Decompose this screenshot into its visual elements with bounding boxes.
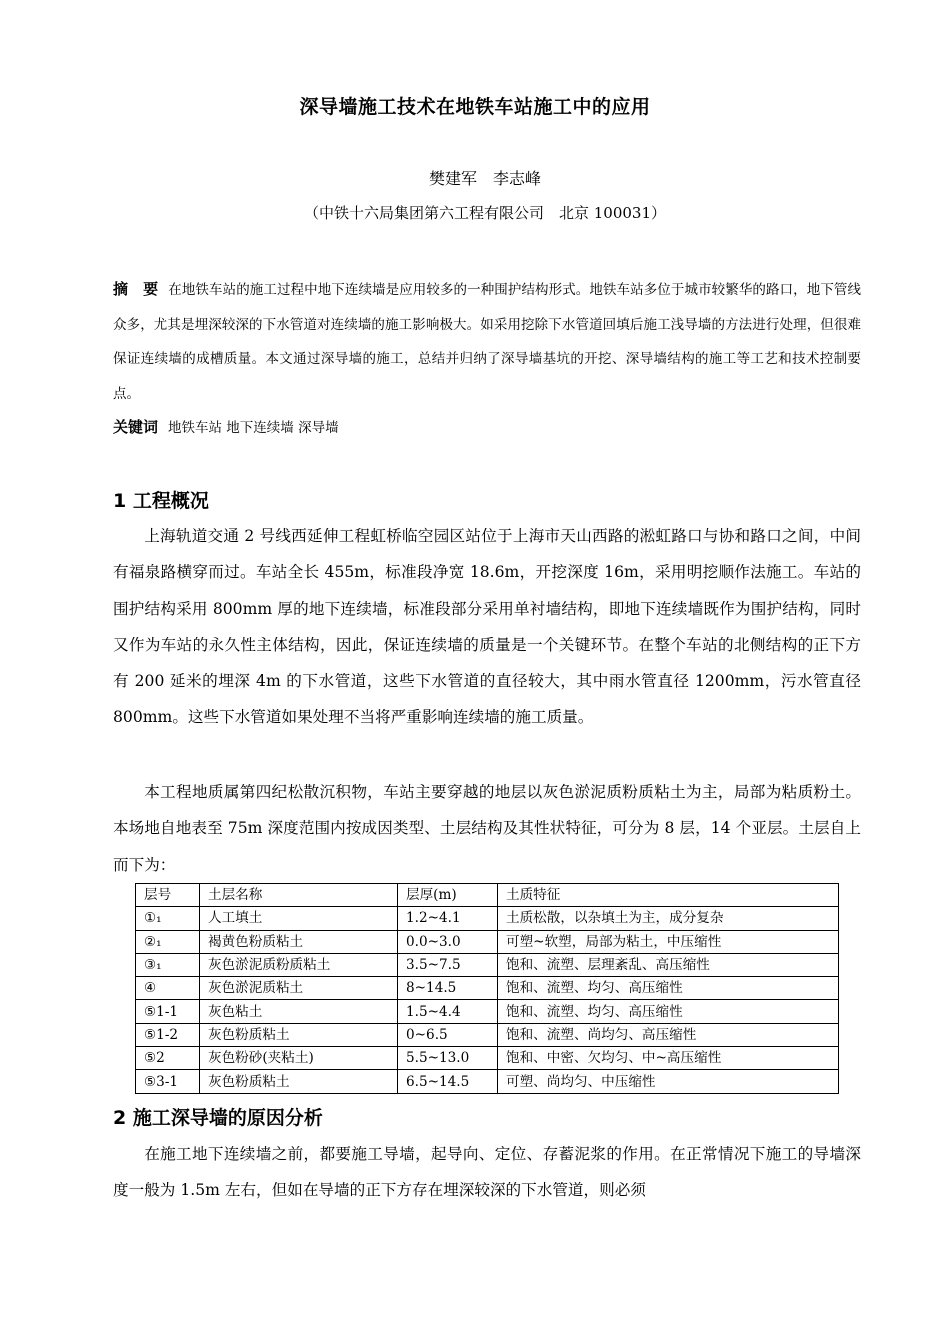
cell-layer-no: ③₁: [136, 953, 200, 976]
cell-layer-thickness: 1.2~4.1: [398, 907, 498, 930]
section-1-paragraph-2: 本工程地质属第四纪松散沉积物，车站主要穿越的地层以灰色淤泥质粉质粘土为主，局部为粘质粉土。本场地自地表至 75m 深度范围内按成因类型、土层结构及其性状特征，可分为 8 层，14 个亚层。土层自上而下为：: [113, 783, 861, 874]
table-row: [136, 1047, 839, 1070]
cell-layer-thickness: 5.5~13.0: [398, 1047, 498, 1070]
cell-layer-name: 灰色淤泥质粉质粘土: [200, 953, 398, 976]
cell-soil-properties: 饱和、流塑、均匀、高压缩性: [498, 977, 839, 1000]
table-row: [136, 907, 839, 930]
cell-layer-no: ④: [136, 977, 200, 1000]
table-header-row: [136, 884, 839, 907]
abstract-label: 摘 要: [113, 280, 159, 298]
keywords-label: 关键词: [113, 418, 159, 436]
cell-soil-properties: 可塑、尚均匀、中压缩性: [498, 1070, 839, 1093]
cell-layer-name: 褐黄色粉质粘土: [200, 930, 398, 953]
cell-layer-no: ⑤1-2: [136, 1023, 200, 1046]
section-1-heading: 1 工程概况: [113, 490, 209, 512]
abstract-block: [113, 272, 861, 411]
cell-layer-no: ⑤2: [136, 1047, 200, 1070]
table-row: [136, 1023, 839, 1046]
table-row: [136, 930, 839, 953]
cell-soil-properties: 饱和、流塑、均匀、高压缩性: [498, 1000, 839, 1023]
cell-layer-name: 人工填土: [200, 907, 398, 930]
abstract-text: 在地铁车站的施工过程中地下连续墙是应用较多的一种围护结构形式。地铁车站多位于城市较繁华的路口，地下管线众多，尤其是埋深较深的下水管道对连续墙的施工影响极大。如采用挖除下水管道回填后施工浅导墙的方法进行处理，但很难保证连续墙的成槽质量。本文通过深导墙的施工，总结并归纳了深导墙基坑的开挖、深导墙结构的施工等工艺和技术控制要点。: [113, 282, 861, 402]
cell-layer-name: 灰色淤泥质粘土: [200, 977, 398, 1000]
cell-layer-name: 灰色粉质粘土: [200, 1070, 398, 1093]
cell-soil-properties: 饱和、中密、欠均匀、中~高压缩性: [498, 1047, 839, 1070]
cell-layer-thickness: 1.5~4.4: [398, 1000, 498, 1023]
cell-layer-no: ②₁: [136, 930, 200, 953]
section-1-paragraph-1: 上海轨道交通 2 号线西延伸工程虹桥临空园区站位于上海市天山西路的淞虹路口与协和路口之间，中间有福泉路横穿而过。车站全长 455m，标准段净宽 18.6m，开挖深度 16m，采用明挖顺作法施工。车站的围护结构采用 800mm 厚的地下连续墙，标准段部分采用单衬墙结构，即地下连续墙既作为围护结构，同时又作为车站的永久性主体结构，因此，保证连续墙的质量是一个关键环节。在整个车站的北侧结构的正下方有 200 延米的埋深 4m 的下水管道，这些下水管道的直径较大，其中雨水管直径 1200mm，污水管直径 800mm。这些下水管道如果处理不当将严重影响连续墙的施工质量。: [113, 527, 861, 727]
cell-layer-name: 灰色粉砂(夹粘土): [200, 1047, 398, 1070]
header-layer-no: 层号: [136, 884, 200, 907]
table-row: [136, 953, 839, 976]
table-row: [136, 977, 839, 1000]
cell-soil-properties: 土质松散，以杂填土为主，成分复杂: [498, 907, 839, 930]
cell-soil-properties: 饱和、流塑、层理紊乱、高压缩性: [498, 953, 839, 976]
cell-layer-no: ⑤1-1: [136, 1000, 200, 1023]
cell-layer-thickness: 0.0~3.0: [398, 930, 498, 953]
section-2-paragraph-1: 在施工地下连续墙之前，都要施工导墙，起导向、定位、存蓄泥浆的作用。在正常情况下施工的导墙深度一般为 1.5m 左右，但如在导墙的正下方存在埋深较深的下水管道，则必须: [113, 1145, 861, 1200]
cell-layer-no: ⑤3-1: [136, 1070, 200, 1093]
cell-layer-name: 灰色粉质粘土: [200, 1023, 398, 1046]
section-2-heading: 2 施工深导墙的原因分析: [113, 1107, 323, 1129]
paper-title: 深导墙施工技术在地铁车站施工中的应用: [299, 96, 651, 118]
cell-layer-no: ①₁: [136, 907, 200, 930]
cell-layer-thickness: 8~14.5: [398, 977, 498, 1000]
table-row: [136, 1070, 839, 1093]
header-layer-name: 土层名称: [200, 884, 398, 907]
header-layer-thickness: 层厚(m): [398, 884, 498, 907]
keywords-block: [113, 416, 861, 437]
cell-layer-thickness: 0~6.5: [398, 1023, 498, 1046]
cell-soil-properties: 饱和、流塑、尚均匀、高压缩性: [498, 1023, 839, 1046]
author-affiliation: （中铁十六局集团第六工程有限公司 北京 100031）: [303, 204, 667, 222]
table-row: [136, 1000, 839, 1023]
cell-soil-properties: 可塑~软塑，局部为粘土，中压缩性: [498, 930, 839, 953]
cell-layer-name: 灰色粘土: [200, 1000, 398, 1023]
keywords-text: 地铁车站 地下连续墙 深导墙: [168, 420, 339, 436]
author-names: 樊建军 李志峰: [428, 169, 541, 188]
header-soil-properties: 土质特征: [498, 884, 839, 907]
soil-layer-table: [135, 883, 839, 1094]
cell-layer-thickness: 6.5~14.5: [398, 1070, 498, 1093]
cell-layer-thickness: 3.5~7.5: [398, 953, 498, 976]
